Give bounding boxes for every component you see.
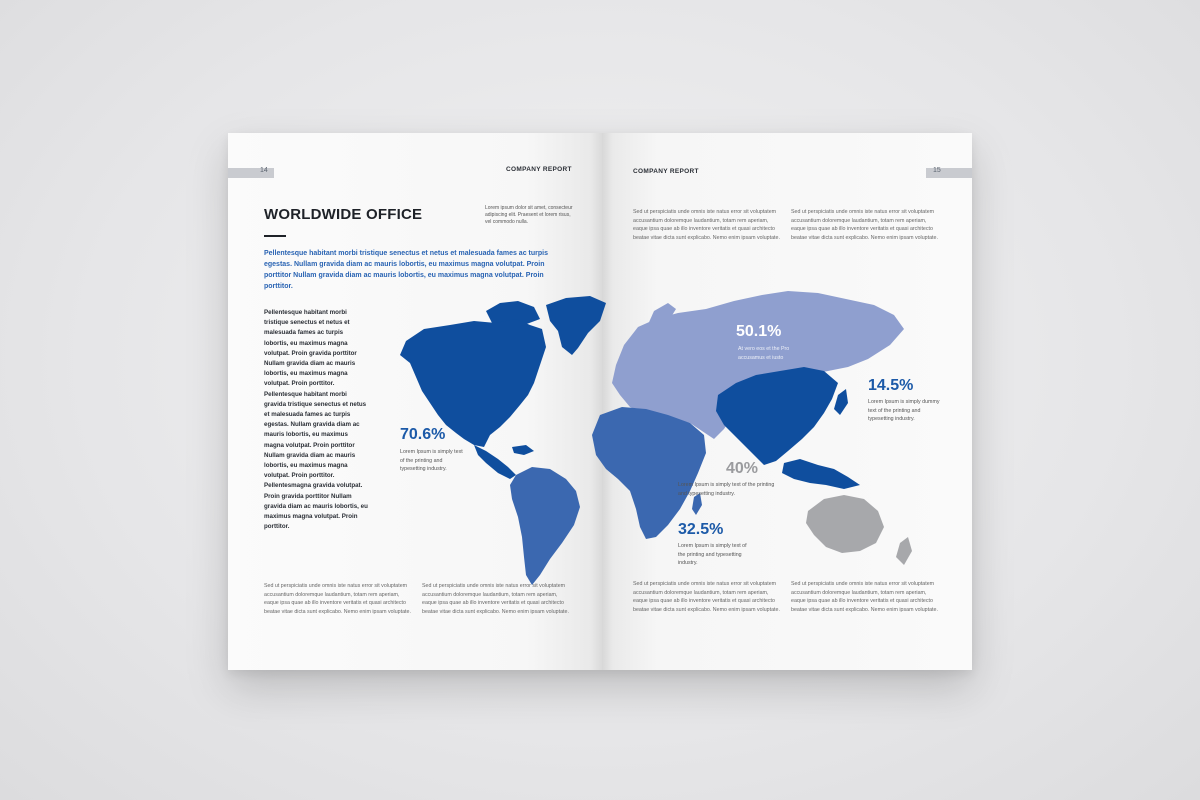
top-text-column-2: Sed ut perspiciatis unde omnis iste natus error sit voluptatem accusantium doloremque laudantium, totam rem aperiam, eaque ipsa quae ab illo inventore veritatis et quasi architecto beatae vitae dicta sunt explicabo. Nemo enim ipsam voluptate. [791,209,938,241]
stat-value-africa: 32.5% [678,521,724,538]
stat-text-africa: Lorem Ipsum is simply text of the printing and typesetting industry. [678,543,747,566]
running-header: COMPANY REPORT [633,168,699,175]
body-column: Pellentesque habitant morbi tristique senectus et netus et malesuada fames ac turpis lobortis, eu maximus magna volutpat. Proin gravida porttitor Nullam gravida diam ac mauris lobortis, eu maximus magna volutpat. Proin porttitor. Pellentesque habitant morbi gravida tristique senectus et netus et malesuada fames ac turpis egestas. Nullam gravida diam ac mauris lobortis, eu maximus magna volutpat. Proin porttitor Nullam gravida diam ac mauris lobortis, eu maximus magna volutpat. Proin porttitor. Pellentesmagna gravida volutpat. Proin gravida porttitor Nullam gravida diam ac mauris lobortis, eu maximus magna volutpat. Proin porttitor. [264,309,368,531]
map-region-australia [806,495,884,553]
map-region-japan [834,389,848,415]
stat-text-europe-russia: At vero eos et the Pro accusamus et iusto [738,346,790,361]
page-number: 15 [933,167,941,174]
map-region-se-asia-islands [782,459,860,489]
map-region-new-zealand [896,537,912,565]
lead-paragraph: Pellentesque habitant morbi tristique senectus et netus et malesuada fames ac turpis egestas. Nullam gravida diam ac mauris lobortis, eu maximus magna volutpat. Proin porttitor Nullam gravida diam ac mauris lobortis, eu maximus magna volutpat. Proin porttitor. [264,250,548,290]
stat-value-asia: 14.5% [868,377,914,394]
running-header: COMPANY REPORT [506,166,572,173]
map-region-africa [592,407,706,539]
page-title: WORLDWIDE OFFICE [264,206,423,223]
bottom-text-column-2: Sed ut perspiciatis unde omnis iste natus error sit voluptatem accusantium doloremque laudantium, totam rem aperiam, eaque ipsa quae ab illo inventore veritatis et quasi architecto beatae vitae dicta sunt explicabo. Nemo enim ipsam voluptate. [791,581,938,613]
stat-value-middle: 40% [726,460,759,477]
world-map [228,133,972,670]
bottom-text-column-2: Sed ut perspiciatis unde omnis iste natus error sit voluptatem accusantium doloremque laudantium, totam rem aperiam, eaque ipsa quae ab illo inventore veritatis et quasi architecto beatae vitae dicta sunt explicabo. Nemo enim ipsam voluptate. [422,583,569,615]
stat-value-americas: 70.6% [400,426,446,443]
brochure-spread [228,133,972,670]
bottom-text-column-1: Sed ut perspiciatis unde omnis iste natus error sit voluptatem accusantium doloremque laudantium, totam rem aperiam, eaque ipsa quae ab illo inventore veritatis et quasi architecto beatae vitae dicta sunt explicabo. Nemo enim ipsam voluptate. [264,583,411,615]
bottom-text-column-1: Sed ut perspiciatis unde omnis iste natus error sit voluptatem accusantium doloremque laudantium, totam rem aperiam, eaque ipsa quae ab illo inventore veritatis et quasi architecto beatae vitae dicta sunt explicabo. Nemo enim ipsam voluptate. [633,581,780,613]
stat-text-middle: Lorem Ipsum is simply text of the printing and typesetting industry. [678,482,775,497]
top-text-column-1: Sed ut perspiciatis unde omnis iste natus error sit voluptatem accusantium doloremque laudantium, totam rem aperiam, eaque ipsa quae ab illo inventore veritatis et quasi architecto beatae vitae dicta sunt explicabo. Nemo enim ipsam voluptate. [633,209,780,241]
side-note: Lorem ipsum dolor sit amet, consecteur adipiscing elit. Praesent et lorem risus, vel commodo nulla. [485,205,573,225]
map-region-central-america [474,445,516,479]
map-region-caribbean [512,445,534,455]
map-region-greenland [546,296,606,355]
stat-text-americas: Lorem Ipsum is simply text of the printing and typesetting industry. [400,449,463,472]
map-region-south-america [510,467,580,585]
stat-text-asia: Lorem Ipsum is simply dummy text of the printing and typesetting industry. [868,399,940,422]
page-number: 14 [260,167,268,174]
stat-value-europe-russia: 50.1% [736,323,782,340]
